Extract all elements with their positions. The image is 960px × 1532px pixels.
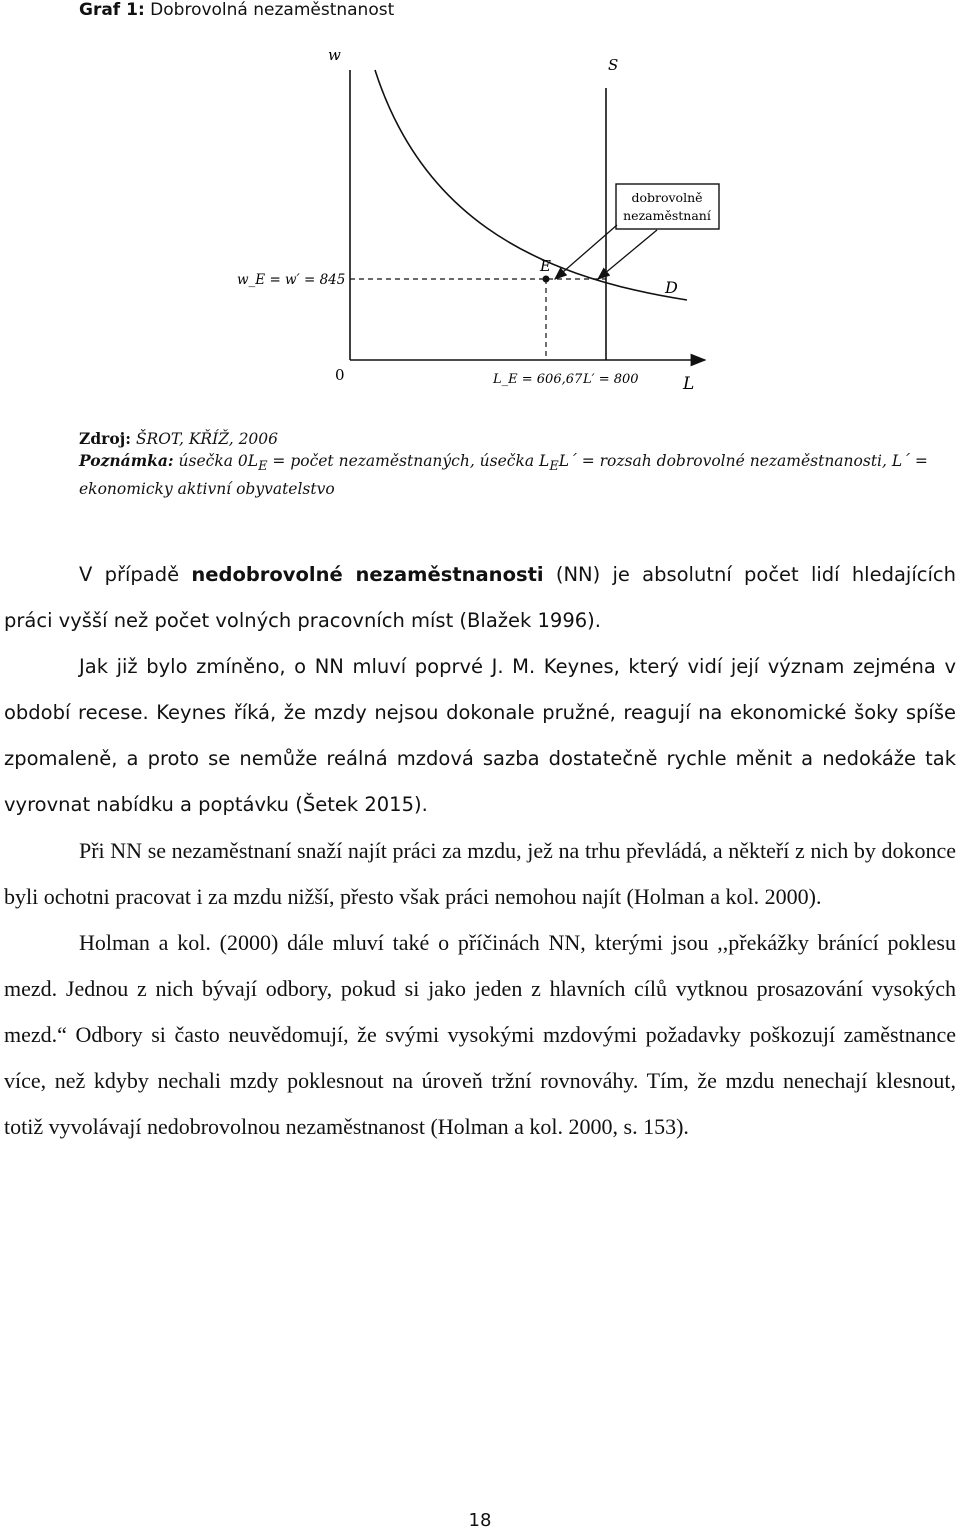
paragraph-1-end: (NN) je absolutní počet lidí hledajících práci vyšší než počet volných pracovních míst (Blažek 1996). xyxy=(4,563,956,632)
paragraph-2: Jak již bylo zmíněno, o NN mluví poprvé J. M. Keynes, který vidí její význam zejména v období recese. Keynes říká, že mzdy nejsou dokonale pružné, reagují na ekonomické šoky spíše zpomaleně, a proto se nemůže reálná mzdová sazba dostatečně rychle měnit a nedokáže tak vyrovnat nabídku a poptávku (Šetek 2015). xyxy=(4,655,956,816)
paragraph-1-start: V případě xyxy=(79,563,192,586)
origin-label: 0 xyxy=(335,366,345,384)
page-number: 18 xyxy=(468,1510,492,1531)
wage-label: w_E = w′ = 845 xyxy=(237,272,346,288)
paragraph-4: Holman a kol. (2000) dále mluví také o příčinách NN, kterými jsou ,,překážky bránící poklesu mezd. Jednou z nich bývají odbory, pokud si jako jeden z hlavních cílů vytknou prosazování vysokých mezd.“ Odbory si často neuvědomují, že svými vysokými mzdovými požadavky poškozují zaměstnance více, než kdyby nechali mzdy poklesnout na úroveň tržní rovnováhy. Tím, že mzdu nenechají klesnout, totiž vyvolávají nedobrovolnou nezaměstnanost (Holman a kol. 2000, s. 153). xyxy=(4,930,956,1139)
source-label: Zdroj: xyxy=(79,429,131,448)
caption-label: Graf 1: xyxy=(79,0,145,20)
x-axis-label: L xyxy=(683,374,695,394)
paragraph-1-bold: nedobrovolné nezaměstnanosti xyxy=(191,563,544,586)
note-text-3: L´ = rozsah dobrovolné nezaměstnanosti, L´ = ekonomicky aktivní obyvatelstvo xyxy=(79,452,928,499)
annotation-line-1: dobrovolně xyxy=(631,190,703,205)
graph-svg xyxy=(225,40,735,400)
source-text: ŠROT, KŘÍŽ, 2006 xyxy=(135,430,279,448)
le-label: L_E = 606,67 xyxy=(493,372,583,387)
lprime-label: L′ = 800 xyxy=(583,372,639,387)
note-sub-1: E xyxy=(258,459,268,475)
y-axis-label: w xyxy=(328,46,341,64)
equilibrium-label: E xyxy=(540,257,551,275)
paragraph-3: Při NN se nezaměstnaní snaží najít práci za mzdu, jež na trhu převládá, a někteří z nich by dokonce byli ochotni pracovat i za mzdu nižší, přesto však práci nemohou najít (Holman a kol. 2000). xyxy=(4,838,956,909)
equilibrium-point xyxy=(543,276,550,283)
note-sub-2: E xyxy=(549,459,559,475)
labor-market-graph xyxy=(225,40,735,400)
figure-source xyxy=(79,428,959,500)
note-text-2: = počet nezaměstnaných, úsečka L xyxy=(267,452,550,470)
annotation-arrow-right xyxy=(598,230,657,279)
note-text: úsečka 0L xyxy=(178,452,259,470)
annotation-line-2: nezaměstnaní xyxy=(623,208,711,223)
paragraph-1 xyxy=(4,552,956,644)
note-line xyxy=(79,450,959,500)
caption-title: Dobrovolná nezaměstnanost xyxy=(150,0,395,20)
demand-label: D xyxy=(665,278,678,297)
body-text xyxy=(4,552,956,1150)
source-line xyxy=(79,428,959,450)
figure-caption xyxy=(79,0,394,20)
supply-label: S xyxy=(608,56,619,74)
note-label: Poznámka: xyxy=(79,451,174,470)
